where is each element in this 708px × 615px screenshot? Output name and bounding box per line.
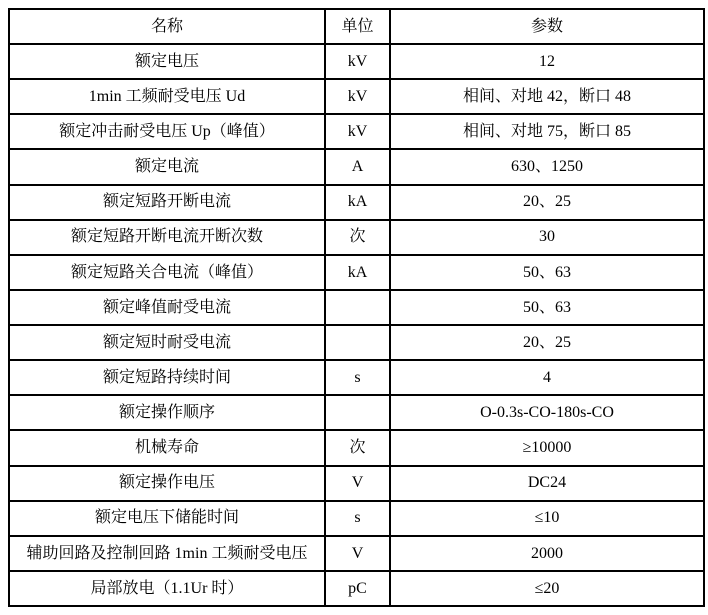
param-value: 相间、对地 75，断口 85: [390, 114, 704, 149]
param-unit: [325, 290, 390, 325]
header-row: [9, 9, 704, 44]
param-unit: s: [325, 501, 390, 536]
table-row: [9, 185, 704, 220]
param-value: 630、1250: [390, 149, 704, 184]
param-name: 额定电流: [9, 149, 325, 184]
param-value: 相间、对地 42，断口 48: [390, 79, 704, 114]
table-row: [9, 536, 704, 571]
param-value: ≤10: [390, 501, 704, 536]
param-value: 50、63: [390, 290, 704, 325]
param-unit: pC: [325, 571, 390, 606]
table-row: [9, 466, 704, 501]
param-value: 50、63: [390, 255, 704, 290]
param-name: 机械寿命: [9, 430, 325, 465]
table-row: [9, 395, 704, 430]
table-row: [9, 571, 704, 606]
column-header-name: 名称: [9, 9, 325, 44]
param-unit: A: [325, 149, 390, 184]
table-row: [9, 501, 704, 536]
param-name: 额定操作顺序: [9, 395, 325, 430]
param-unit: s: [325, 360, 390, 395]
param-name: 额定冲击耐受电压 Up（峰值）: [9, 114, 325, 149]
param-unit: kV: [325, 114, 390, 149]
param-value: 20、25: [390, 185, 704, 220]
param-unit: 次: [325, 430, 390, 465]
param-value: 4: [390, 360, 704, 395]
param-name: 额定短路持续时间: [9, 360, 325, 395]
param-unit: kV: [325, 79, 390, 114]
param-unit: V: [325, 536, 390, 571]
table-row: [9, 360, 704, 395]
param-name: 额定短路开断电流: [9, 185, 325, 220]
param-value: 2000: [390, 536, 704, 571]
param-value: DC24: [390, 466, 704, 501]
param-name: 额定峰值耐受电流: [9, 290, 325, 325]
table-row: [9, 149, 704, 184]
column-header-value: 参数: [390, 9, 704, 44]
param-value: 30: [390, 220, 704, 255]
param-value: ≥10000: [390, 430, 704, 465]
param-name: 额定短路开断电流开断次数: [9, 220, 325, 255]
param-value: 20、25: [390, 325, 704, 360]
param-name: 额定电压: [9, 44, 325, 79]
param-unit: [325, 325, 390, 360]
table-row: [9, 79, 704, 114]
param-name: 辅助回路及控制回路 1min 工频耐受电压: [9, 536, 325, 571]
param-unit: [325, 395, 390, 430]
param-name: 额定短时耐受电流: [9, 325, 325, 360]
param-name: 额定操作电压: [9, 466, 325, 501]
spec-table: [8, 8, 705, 607]
table-row: [9, 325, 704, 360]
table-row: [9, 220, 704, 255]
param-name: 局部放电（1.1Ur 时）: [9, 571, 325, 606]
param-value: O-0.3s-CO-180s-CO: [390, 395, 704, 430]
column-header-unit: 单位: [325, 9, 390, 44]
table-row: [9, 114, 704, 149]
table-row: [9, 44, 704, 79]
table-row: [9, 255, 704, 290]
param-value: ≤20: [390, 571, 704, 606]
param-name: 额定短路关合电流（峰值）: [9, 255, 325, 290]
table-row: [9, 430, 704, 465]
param-value: 12: [390, 44, 704, 79]
table-row: [9, 290, 704, 325]
param-unit: V: [325, 466, 390, 501]
param-unit: kV: [325, 44, 390, 79]
param-unit: 次: [325, 220, 390, 255]
param-name: 额定电压下储能时间: [9, 501, 325, 536]
param-unit: kA: [325, 255, 390, 290]
param-name: 1min 工频耐受电压 Ud: [9, 79, 325, 114]
param-unit: kA: [325, 185, 390, 220]
